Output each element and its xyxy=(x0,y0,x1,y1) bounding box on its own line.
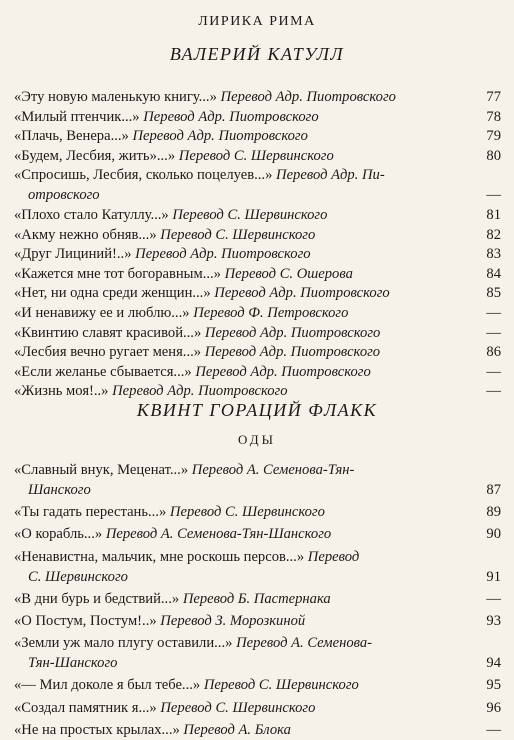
entry-translator: Перевод Адр. Пиотровского xyxy=(220,89,396,105)
toc-entry xyxy=(14,675,501,695)
page-number: 96 xyxy=(486,699,501,716)
page-number: 94 xyxy=(486,655,501,672)
toc-entry-continuation xyxy=(14,480,501,500)
entry-translator: Перевод Адр. Пиотровского xyxy=(135,246,311,263)
section-title-catullus: ВАЛЕРИЙ КАТУЛЛ xyxy=(169,44,345,64)
entry-title: «Плохо стало Катуллу...» xyxy=(14,207,169,223)
entry-title: «Кажется мне тот богоравным...» xyxy=(14,265,221,282)
toc-entry xyxy=(14,303,501,323)
entry-title: «Акму нежно обняв...» xyxy=(14,226,157,243)
entry-translator: Перевод А. Семенова- xyxy=(236,635,373,652)
entry-translator: Перевод А. Семенова-Тян- xyxy=(191,462,355,478)
entry-translator: Перевод Адр. Пиотровского xyxy=(214,285,390,302)
entry-title: «О корабль...» xyxy=(14,526,103,543)
toc-entry-continuation xyxy=(14,185,501,205)
entry-translator: Перевод Адр. Пиотровского xyxy=(204,344,381,361)
toc-entry xyxy=(14,205,501,225)
page-number: — xyxy=(486,187,501,204)
toc-entry xyxy=(14,244,501,264)
toc-entry xyxy=(14,165,501,185)
page-number: 84 xyxy=(486,265,501,282)
entry-translator: Перевод Адр. Пиотровского xyxy=(132,128,308,145)
entry-translator: Перевод Ф. Петровского xyxy=(193,305,349,321)
toc-entry xyxy=(14,342,501,362)
toc-entry xyxy=(14,502,501,522)
entry-translator: Перевод Адр. Пиотровского xyxy=(204,324,381,341)
entry-title: «О Постум, Постум!..» xyxy=(14,613,157,629)
entry-title: «Милый птенчик...» xyxy=(14,108,140,125)
entry-translator: Перевод С. Шервинского xyxy=(160,226,316,243)
subsection-title-odes: ОДЫ xyxy=(238,432,276,447)
entry-translator: Перевод А. Блока xyxy=(183,721,291,738)
toc-entry xyxy=(14,524,501,544)
entry-translator: Перевод С. Ошерова xyxy=(224,265,353,282)
entry-title: «И ненавижу ее и люблю...» xyxy=(14,305,190,321)
page-header: ЛИРИКА РИМА xyxy=(198,14,316,29)
entry-title: «Создал памятник я...» xyxy=(14,699,157,716)
entry-title: «Лесбия вечно ругает меня...» xyxy=(14,344,202,361)
entry-title: «— Мил доколе я был тебе...» xyxy=(14,677,201,694)
page-number: 77 xyxy=(486,89,501,105)
entry-title: «Если желанье сбывается...» xyxy=(14,363,192,380)
page-number: 89 xyxy=(486,504,501,521)
entry-translator: Перевод Адр. Пиотровского xyxy=(143,108,319,125)
entry-title: «Не на простых крылах...» xyxy=(14,721,180,738)
page-number: 85 xyxy=(486,285,501,302)
page-number: — xyxy=(486,721,501,738)
entry-translator-continuation: Шанского xyxy=(28,482,91,498)
entry-title: «Будем, Лесбия, жить»...» xyxy=(14,147,176,164)
entry-title: «Квинтию славят красивой...» xyxy=(14,324,202,341)
toc-entry xyxy=(14,589,501,609)
entry-translator: Перевод А. Семенова-Тян-Шанского xyxy=(105,526,332,543)
toc-entry xyxy=(14,126,501,146)
entry-translator: Перевод Адр. Пиотровского xyxy=(112,383,288,400)
toc-entry-continuation xyxy=(14,567,501,587)
page-number: 79 xyxy=(486,128,501,145)
entry-translator: Перевод С. Шервинского xyxy=(160,699,316,716)
section-title-horace: КВИНТ ГОРАЦИЙ ФЛАКК xyxy=(136,400,378,420)
page-number: — xyxy=(486,324,501,341)
page-number: 93 xyxy=(486,613,501,629)
toc-entry xyxy=(14,633,501,653)
toc-entry xyxy=(14,323,501,343)
toc-entry-continuation xyxy=(14,653,501,673)
page-number: — xyxy=(486,383,501,400)
page-number: 86 xyxy=(486,344,501,361)
page-number: 83 xyxy=(486,246,501,263)
entry-translator: Перевод С. Шервинского xyxy=(178,147,334,164)
toc-entry xyxy=(14,547,501,567)
toc-entry xyxy=(14,381,501,401)
toc-entry xyxy=(14,720,501,740)
toc-entry xyxy=(14,362,501,382)
page-number: — xyxy=(486,363,501,380)
toc-entry xyxy=(14,87,501,107)
entry-translator: Перевод Б. Пастернака xyxy=(182,590,331,607)
page-number: 87 xyxy=(486,482,501,498)
entry-translator-continuation: С. Шервинского xyxy=(28,568,128,585)
toc-entry xyxy=(14,146,501,166)
page-number: — xyxy=(486,305,501,321)
entry-translator: Перевод С. Шервинского xyxy=(169,504,325,521)
toc-entry xyxy=(14,698,501,718)
entry-title: «Ненавистна, мальчик, мне роскошь персов...» xyxy=(14,548,305,565)
entry-translator-continuation: Тян-Шанского xyxy=(28,655,118,672)
entry-translator: Перевод С. Шервинского xyxy=(203,677,359,694)
entry-translator: Перевод Адр. Пиотровского xyxy=(195,363,371,380)
entry-title: «Ты гадать перестань...» xyxy=(14,504,167,521)
page-number: 90 xyxy=(486,526,501,543)
entry-title: «Жизнь моя!..» xyxy=(14,383,109,400)
entry-title: «Земли уж мало плугу оставили...» xyxy=(14,635,233,652)
entry-translator: Перевод Адр. Пи- xyxy=(276,167,385,184)
page-number: 80 xyxy=(486,147,501,164)
entry-title: «Спросишь, Лесбия, сколько поцелуев...» xyxy=(14,167,273,184)
toc-entry xyxy=(14,107,501,127)
toc-entry xyxy=(14,264,501,284)
page-number: — xyxy=(486,590,501,607)
entry-title: «Славный внук, Меценат...» xyxy=(14,462,189,478)
page-number: 82 xyxy=(486,226,501,243)
entry-title: «Нет, ни одна среди женщин...» xyxy=(14,285,211,302)
toc-entry xyxy=(14,283,501,303)
entry-title: «В дни бурь и бедствий...» xyxy=(14,590,180,607)
toc-entry xyxy=(14,225,501,245)
toc-entry xyxy=(14,611,501,631)
entry-translator-continuation: отровского xyxy=(28,187,100,204)
entry-title: «Плачь, Венера...» xyxy=(14,128,129,145)
toc-entry xyxy=(14,460,501,480)
page-number: 81 xyxy=(486,207,501,223)
entry-title: «Эту новую маленькую книгу...» xyxy=(14,89,217,105)
entry-translator: Перевод С. Шервинского xyxy=(172,207,328,223)
page-number: 91 xyxy=(486,568,501,585)
entry-title: «Друг Лициний!..» xyxy=(14,246,132,263)
entry-translator: Перевод З. Морозкиной xyxy=(160,613,306,629)
page-number: 78 xyxy=(486,108,501,125)
page-number: 95 xyxy=(486,677,501,694)
entry-translator: Перевод xyxy=(307,548,360,565)
